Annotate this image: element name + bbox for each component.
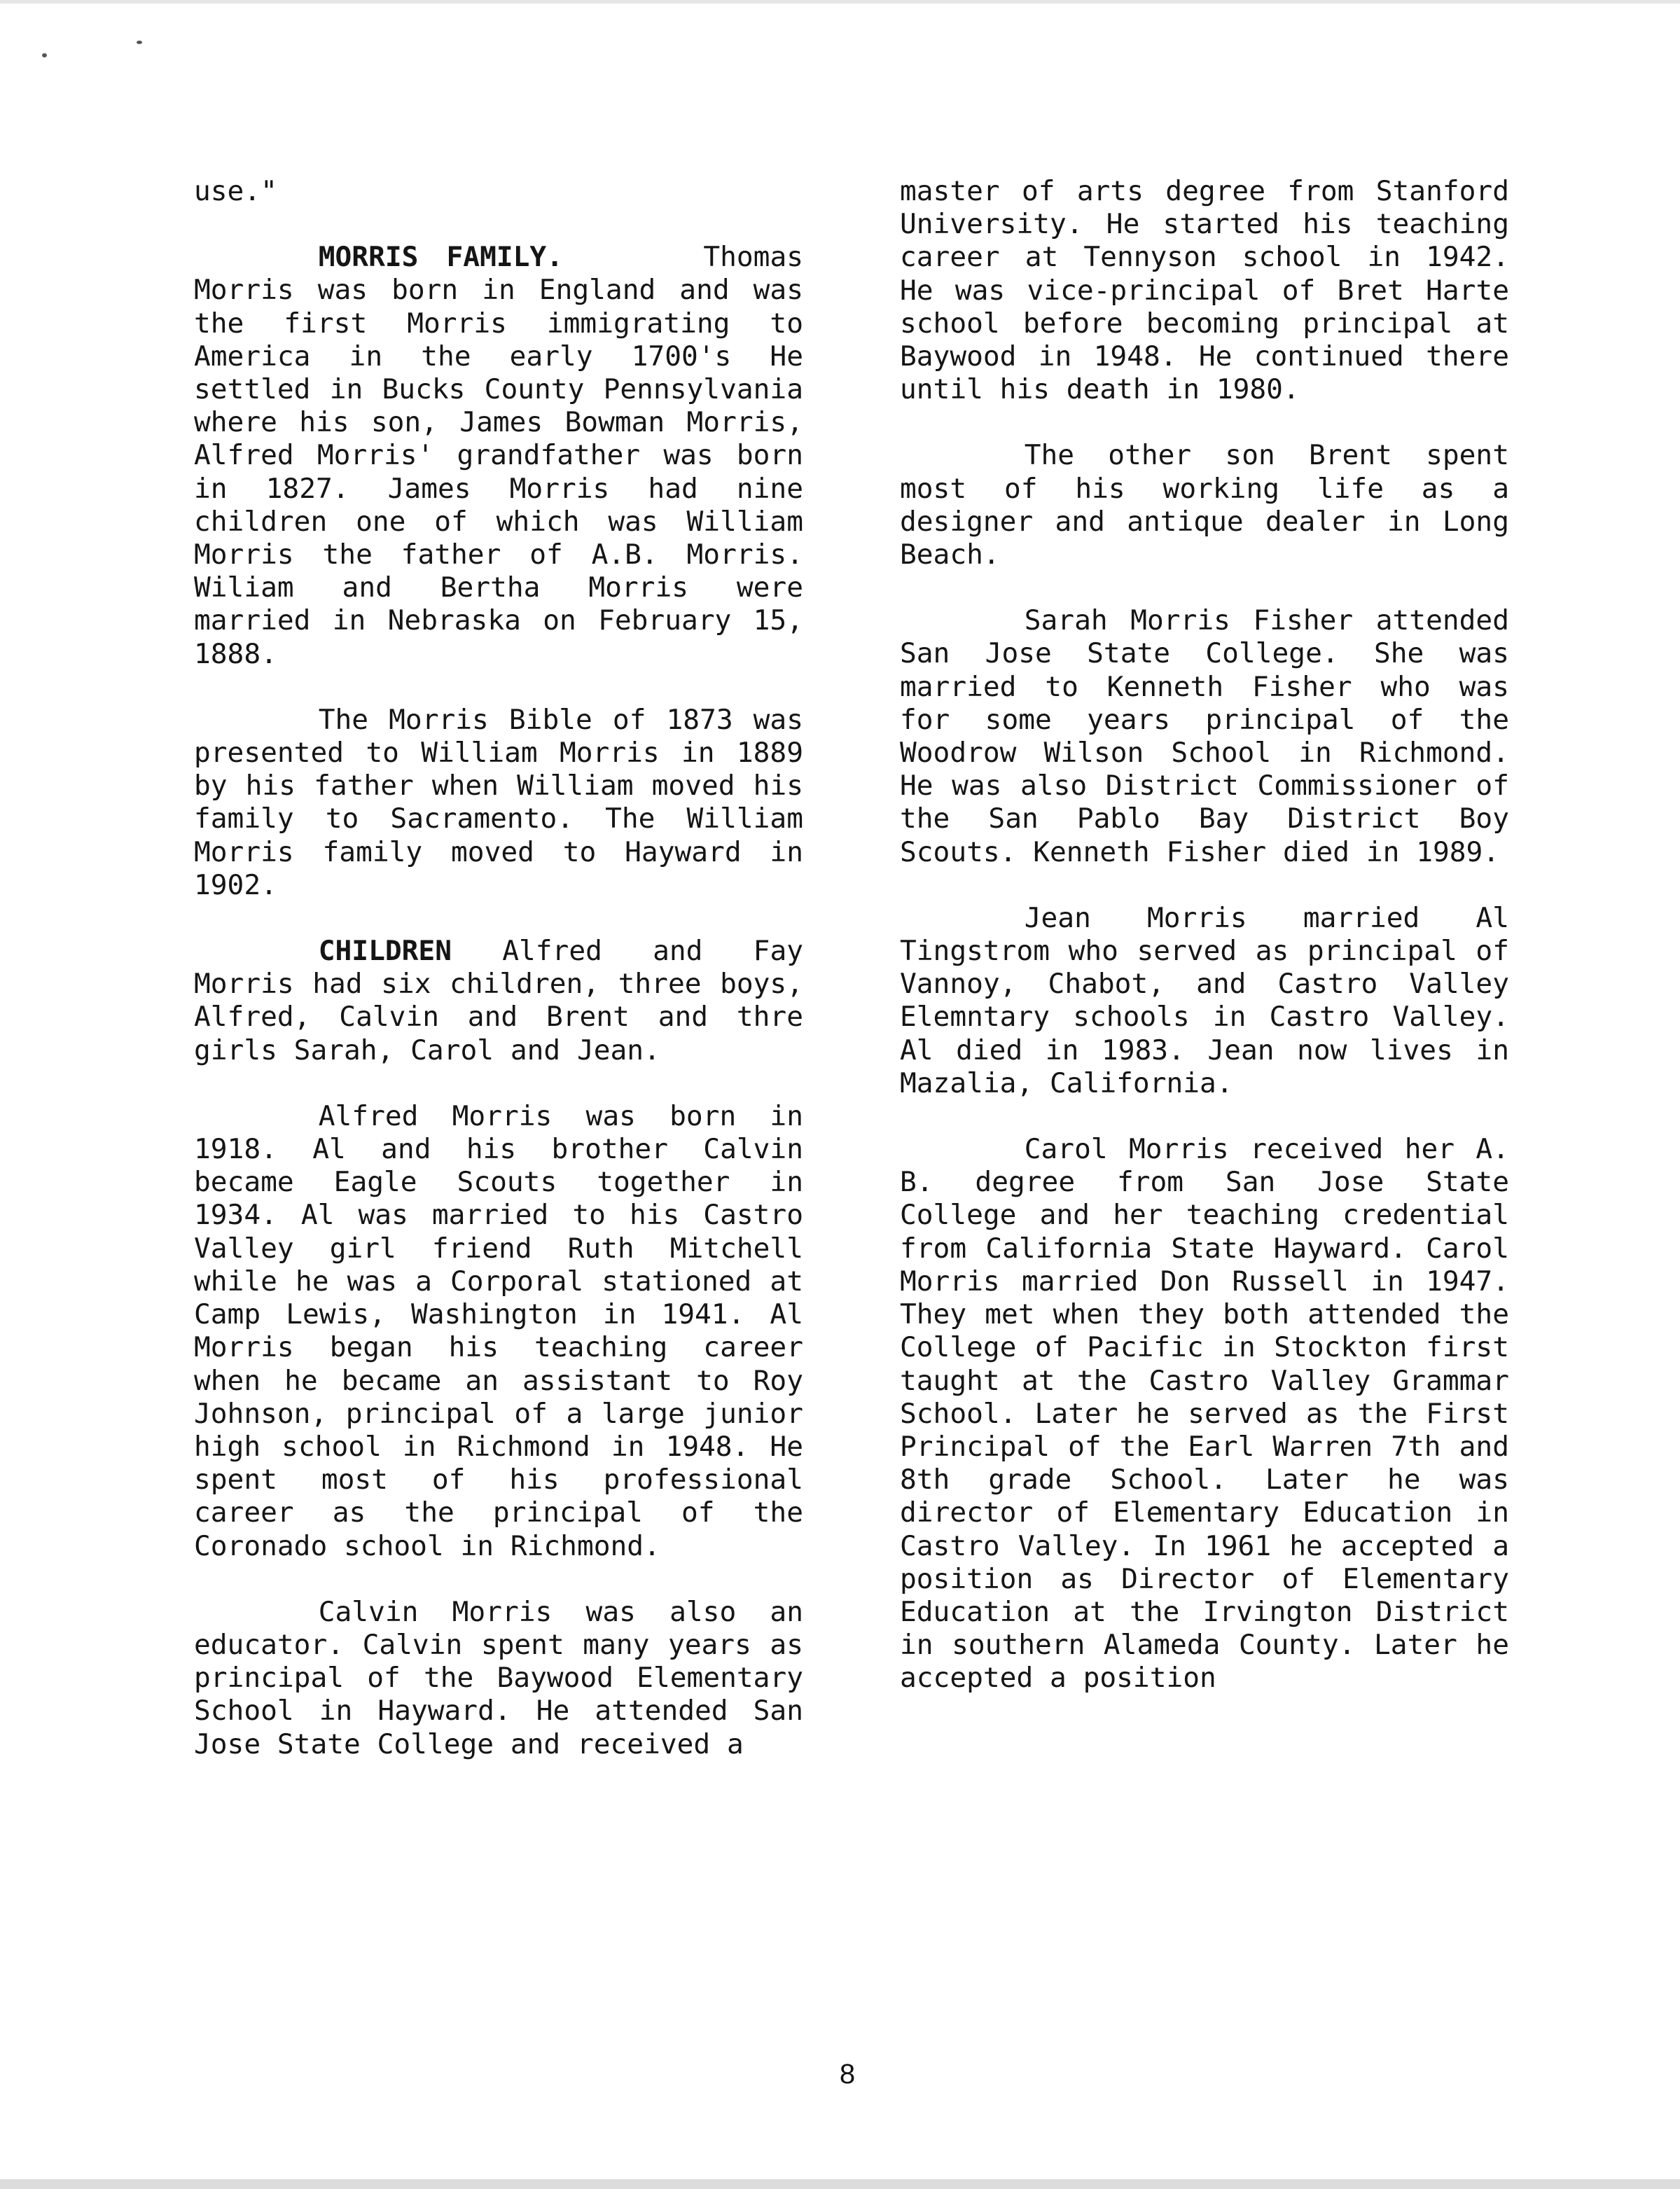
- scan-speck: [137, 41, 142, 44]
- sarah-paragraph: Sarah Morris Fisher attended San Jose State College. She was married to Kenneth Fisher who was for some years principal of the Woodrow Wilson School in Richmond. He was also District Commissioner of the San Pablo Bay District Boy Scouts. Kenneth Fisher died in 1989.: [900, 604, 1509, 868]
- jean-paragraph: Jean Morris married Al Tingstrom who served as principal of Vannoy, Chabot, and Castro Valley Elemntary schools in Castro Valley. Al died in 1983. Jean now lives in Mazalia, California.: [900, 901, 1509, 1099]
- right-column: [900, 175, 1509, 1728]
- bible-paragraph: The Morris Bible of 1873 was presented to William Morris in 1889 by his father when William moved his family to Sacramento. The William Morris family moved to Hayward in 1902.: [194, 703, 803, 901]
- calvin-paragraph: Calvin Morris was also an educator. Calvin spent many years as principal of the Baywood Elementary School in Hayward. He attended San Jose State College and received a: [194, 1595, 803, 1760]
- alfred-paragraph: Alfred Morris was born in 1918. Al and his brother Calvin became Eagle Scouts together in 1934. Al was married to his Castro Valley girl friend Ruth Mitchell while he was a Corporal stationed at Camp Lewis, Washington in 1941. Al Morris began his teaching career when he became an assistant to Roy Johnson, principal of a large junior high school in Richmond in 1948. He spent most of his professional career as the principal of the Coronado school in Richmond.: [194, 1099, 803, 1562]
- page-number: 8: [839, 2059, 856, 2090]
- morris-family-heading: MORRIS FAMILY.: [318, 241, 563, 274]
- scan-top-edge: [0, 0, 1680, 4]
- morris-family-text: Thomas Morris was born in England and was the first Morris immigrating to America in the early 1700's He settled in Bucks County Pennsylvania where his son, James Bowman Morris, Alfred Morris' grandfather was born in 1827. James Morris had nine children one of which was William Morris the father of A.B. Morris. Wiliam and Bertha Morris were married in Nebraska on February 15, 1888.: [194, 241, 804, 670]
- scan-bottom-edge: [0, 2179, 1680, 2189]
- carol-paragraph: Carol Morris received her A. B. degree from San Jose State College and her teaching credential from California State Hayward. Carol Morris married Don Russell in 1947. They met when they both attended the College of Pacific in Stockton first taught at the Castro Valley Grammar School. Later he served as the First Principal of the Earl Warren 7th and 8th grade School. Later he was director of Elementary Education in Castro Valley. In 1961 he accepted a position as Director of Elementary Education at the Irvington District in southern Alameda County. Later he accepted a position: [900, 1133, 1509, 1695]
- scan-speck: [42, 53, 47, 57]
- calvin-continued-paragraph: master of arts degree from Stanford University. He started his teaching career at Tennyson school in 1942. He was vice-principal of Bret Harte school before becoming principal at Baywood in 1948. He continued there until his death in 1980.: [900, 175, 1509, 406]
- brent-paragraph: The other son Brent spent most of his working life as a designer and antique dealer in Long Beach.: [900, 439, 1509, 571]
- opening-fragment: use.": [194, 175, 277, 207]
- children-text: Alfred and Fay Morris had six children, three boys, Alfred, Calvin and Brent and thre girls Sarah, Carol and Jean.: [194, 935, 804, 1066]
- left-column: [194, 175, 803, 1794]
- morris-family-paragraph: [194, 241, 803, 671]
- children-paragraph: [194, 935, 803, 1067]
- children-heading: CHILDREN: [318, 935, 452, 968]
